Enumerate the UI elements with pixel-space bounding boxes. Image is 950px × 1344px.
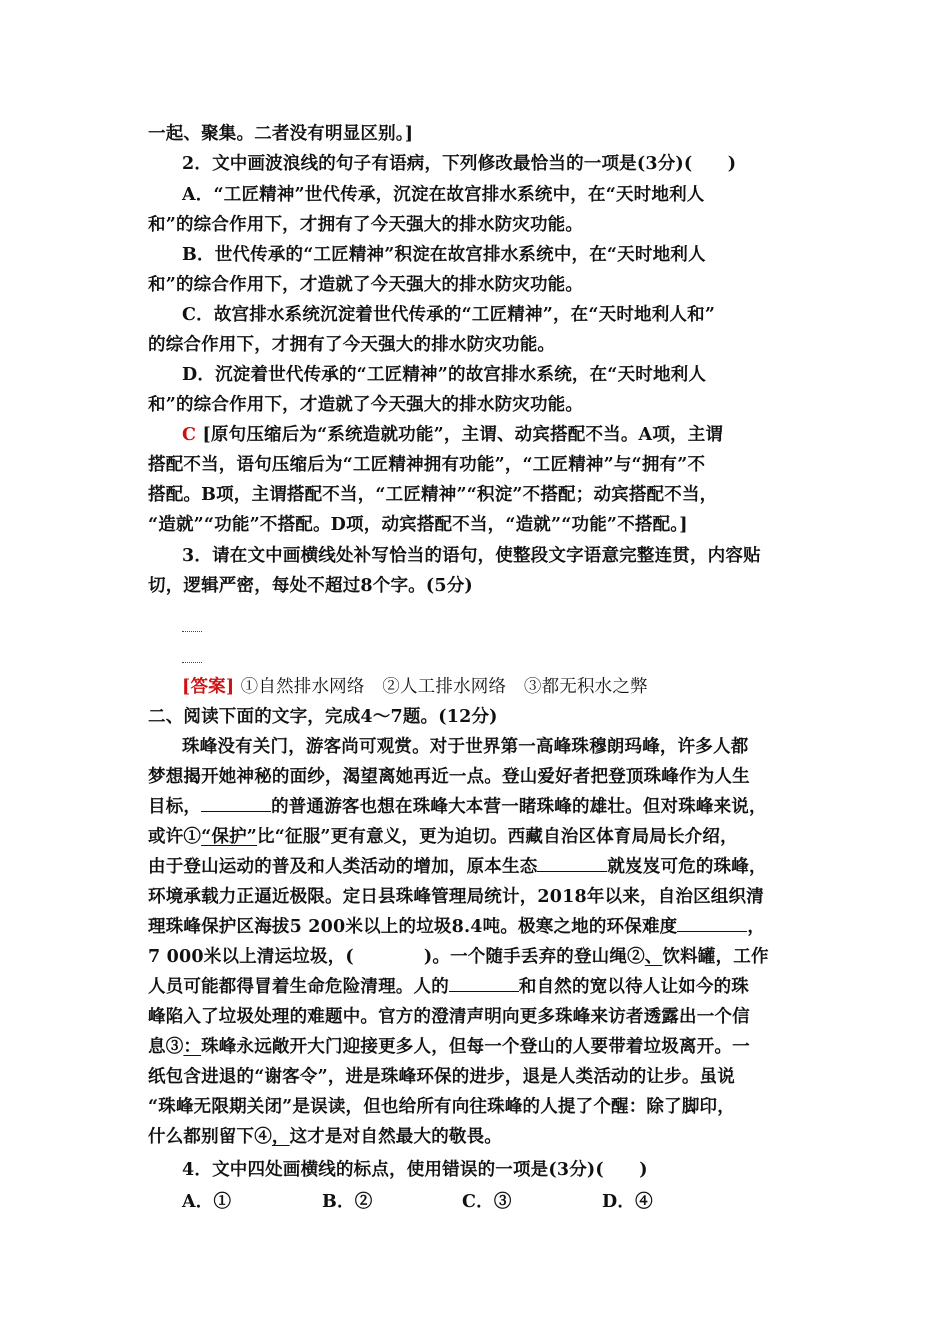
question-4-stem: 4．文中四处画横线的标点，使用错误的一项是(3分)( ) <box>182 1160 648 1180</box>
passage-line: 环境承载力正逼近极限。定日县珠峰管理局统计，2018年以来，自治区组织清 <box>148 887 764 907</box>
explanation-text: [原句压缩后为“系统造就功能”，主谓、动宾搭配不当。A项，主谓 <box>202 425 724 445</box>
question-2-option-d-line2: 和”的综合作用下，才造就了今天强大的排水防灾功能。 <box>148 395 584 415</box>
passage-line: 梦想揭开她神秘的面纱，渴望离她再近一点。登山爱好者把登顶珠峰作为人生 <box>148 767 750 787</box>
passage-line: 珠峰没有关门，游客尚可观赏。对于世界第一高峰珠穆朗玛峰，许多人都 <box>182 737 749 757</box>
underlined-text: 、 <box>644 947 663 967</box>
passage-line <box>148 1126 808 1148</box>
passage-text: ， <box>747 917 766 937</box>
option-d: D．④ <box>602 1192 653 1212</box>
answer-letter: C <box>182 425 197 445</box>
passage-text: 这才是对自然最大的敬畏。 <box>289 1127 503 1147</box>
question-2-option-b-line1: B．世代传承的“工匠精神”积淀在故宫排水系统中，在“天时地利人 <box>182 245 706 265</box>
option-b: B．② <box>322 1192 373 1212</box>
fill-blank <box>677 917 747 932</box>
question-3-stem-line2: 切，逻辑严密，每处不超过8个字。(5分) <box>148 576 473 596</box>
passage-line <box>148 1036 808 1058</box>
passage-line <box>148 856 808 878</box>
fill-blank <box>201 797 271 812</box>
passage-text: 比“征服”更有意义，更为迫切。西藏自治区体育局局长介绍， <box>257 827 738 847</box>
passage-line: 纸包含进退的“谢客令”，进是珠峰环保的进步，退是人类活动的让步。虽说 <box>148 1067 735 1087</box>
question-2-answer-line1 <box>182 424 808 446</box>
underlined-text: ： <box>183 1037 202 1057</box>
passage-text: 人员可能都得冒着生命危险清理。人的 <box>148 977 449 997</box>
answer-tag: [答案] <box>182 677 235 697</box>
passage-text: 理珠峰保护区海拔5 200米以上的垃圾8.4吨。极寒之地的环保难度 <box>148 917 678 937</box>
passage-text: 的普通游客也想在珠峰大本营一睹珠峰的雄壮。但对珠峰来说， <box>271 797 767 817</box>
question-2-option-a-line1: A．“工匠精神”世代传承，沉淀在故宫排水系统中，在“天时地利人 <box>182 185 705 205</box>
answer-blank-line <box>182 631 202 632</box>
question-4-options <box>182 1191 808 1213</box>
question-3-stem-line1: 3．请在文中画横线处补写恰当的语句，使整段文字语意完整连贯，内容贴 <box>182 546 761 566</box>
question-2-option-d-line1: D．沉淀着世代传承的“工匠精神”的故宫排水系统，在“天时地利人 <box>182 365 707 385</box>
passage-text: 由于登山运动的普及和人类活动的增加，原本生态 <box>148 857 538 877</box>
passage-text: 珠峰永远敞开大门迎接更多人，但每一个登山的人要带着垃圾离开。一 <box>201 1037 750 1057</box>
passage-text: 就岌岌可危的珠峰， <box>607 857 767 877</box>
fill-blank <box>449 977 519 992</box>
passage-text: 目标， <box>148 797 202 817</box>
underlined-text: ， <box>271 1127 290 1147</box>
passage-text: 饮料罐，工作 <box>662 947 769 967</box>
question-2-option-c-line1: C．故宫排水系统沉淀着世代传承的“工匠精神”，在“天时地利人和” <box>182 305 716 325</box>
fill-blank <box>537 857 607 872</box>
question-2-answer-line3: 搭配。B项，主谓搭配不当，“工匠精神”“积淀”不搭配；动宾搭配不当， <box>148 485 718 505</box>
answer-explanation-tail: 一起、聚集。二者没有明显区别。] <box>148 124 414 144</box>
section-heading: 二、阅读下面的文字，完成4～7题。(12分) <box>148 707 498 727</box>
passage-line <box>148 826 808 848</box>
question-2-option-b-line2: 和”的综合作用下，才造就了今天强大的排水防灾功能。 <box>148 275 584 295</box>
passage-text: 或许① <box>148 827 202 847</box>
question-2-stem: 2．文中画波浪线的句子有语病，下列修改最恰当的一项是(3分)( ) <box>182 154 737 174</box>
passage-text: )。一个随手丢弃的登山绳② <box>423 947 645 967</box>
answer-text: ①自然排水网络 ②人工排水网络 ③都无积水之弊 <box>240 677 648 697</box>
option-a: A．① <box>182 1192 232 1212</box>
passage-line <box>148 976 808 998</box>
passage-line <box>148 916 808 938</box>
passage-line <box>148 946 808 968</box>
passage-text: 息③ <box>148 1037 184 1057</box>
underlined-text: “保护” <box>201 827 258 847</box>
answer-blank-line <box>182 662 202 663</box>
question-2-answer-line2: 搭配不当，语句压缩后为“工匠精神拥有功能”，“工匠精神”与“拥有”不 <box>148 455 706 475</box>
question-3-answer <box>182 676 808 698</box>
passage-line: 峰陷入了垃圾处理的难题中。官方的澄清声明向更多珠峰来访者透露出一个信 <box>148 1007 750 1027</box>
passage-text: 7 000米以上清运垃圾，( <box>148 947 354 967</box>
question-2-option-a-line2: 和”的综合作用下，才拥有了今天强大的排水防灾功能。 <box>148 215 584 235</box>
passage-text: 和自然的宽以待人让如今的珠 <box>518 977 750 997</box>
passage-line: “珠峰无限期关闭”是误读，但也给所有向往珠峰的人提了个醒：除了脚印， <box>148 1097 735 1117</box>
passage-text: 什么都别留下④ <box>148 1127 272 1147</box>
option-c: C．③ <box>462 1192 512 1212</box>
passage-line <box>148 796 808 818</box>
question-2-answer-line4: “造就”“功能”不搭配。D项，动宾搭配不当，“造就”“功能”不搭配。] <box>148 515 688 535</box>
question-2-option-c-line2: 的综合作用下，才拥有了今天强大的排水防灾功能。 <box>148 335 556 355</box>
